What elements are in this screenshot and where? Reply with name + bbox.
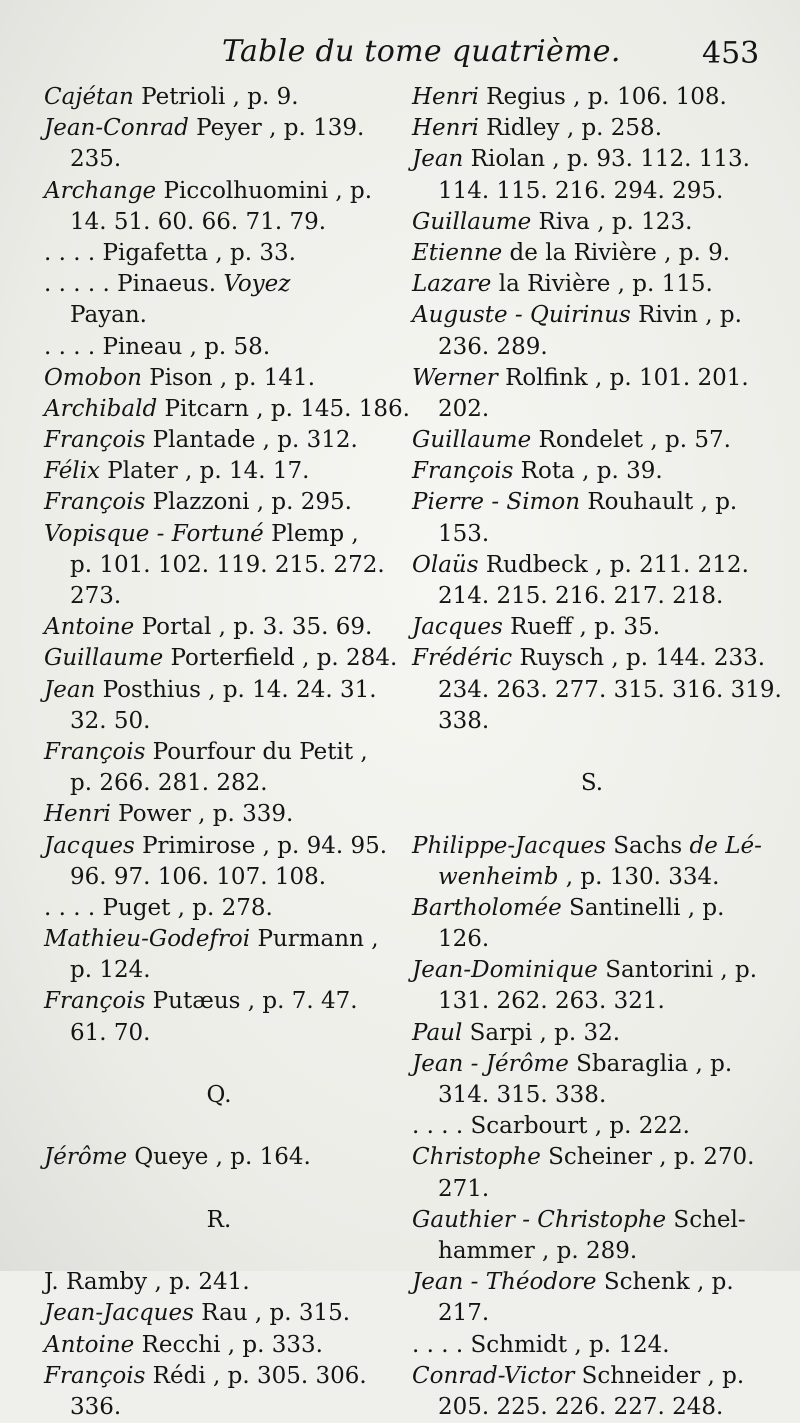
- entry-text: 271.: [438, 1175, 490, 1202]
- index-entry: [44, 269, 394, 300]
- given-name: Henri: [44, 801, 111, 828]
- page-header: [0, 30, 800, 80]
- entry-text: Queye , p. 164.: [127, 1144, 311, 1171]
- entry-text: Pitcarn , p. 145. 186.: [157, 395, 410, 422]
- entry-text: 153.: [438, 520, 490, 547]
- entry-text: Plater , p. 14. 17.: [100, 458, 310, 485]
- entry-text: Plazzoni , p. 295.: [145, 489, 352, 516]
- entry-text: Rota , p. 39.: [513, 458, 663, 485]
- index-entry: [412, 113, 772, 144]
- given-name: Cajétan: [44, 84, 134, 110]
- entry-text: Santorini , p.: [597, 957, 758, 984]
- index-entry-continuation: [412, 519, 772, 550]
- entry-text: Rouhault , p.: [580, 489, 738, 516]
- given-name: Henri: [412, 84, 479, 110]
- index-entry: [412, 207, 772, 238]
- index-entry: [44, 893, 394, 924]
- entry-text: Pourfour du Petit ,: [145, 738, 368, 765]
- given-name: Jean: [412, 146, 464, 173]
- entry-text: p. 101. 102. 119. 215. 272.: [70, 551, 385, 578]
- blank-line: [44, 1174, 394, 1205]
- entry-text: Pison , p. 141.: [141, 364, 316, 391]
- entry-text: Portal , p. 3. 35. 69.: [134, 614, 373, 641]
- index-entry: [44, 1330, 394, 1361]
- entry-text: Posthius , p. 14. 24. 31.: [95, 676, 377, 703]
- entry-text: 234. 263. 277. 315. 316. 319.: [438, 676, 782, 703]
- given-name: Christophe: [412, 1144, 541, 1171]
- index-entry: [412, 300, 772, 331]
- entry-text: Power , p. 339.: [110, 801, 294, 828]
- index-column-right: [412, 82, 782, 1423]
- given-name: Antoine: [44, 614, 135, 641]
- entry-text: Sachs: [605, 832, 690, 859]
- entry-text: J. Ramby , p. 241.: [44, 1269, 250, 1296]
- entry-text: Purmann ,: [250, 926, 379, 953]
- italic-text: Voyez: [223, 271, 291, 298]
- entry-text: Peyer , p. 139.: [188, 115, 365, 142]
- section-letter-heading: Q.: [206, 1082, 232, 1108]
- given-name: Paul: [412, 1019, 463, 1046]
- entry-text: Schel-: [666, 1206, 746, 1233]
- entry-text: 126.: [438, 926, 490, 953]
- entry-text: 205. 225. 226. 227. 248.: [438, 1393, 724, 1420]
- given-name: Guillaume: [412, 427, 532, 454]
- entry-text: Rudbeck , p. 211. 212.: [478, 551, 749, 578]
- given-name: Henri: [412, 115, 479, 142]
- entry-text: 336.: [70, 1393, 122, 1420]
- entry-text: 202.: [438, 395, 490, 422]
- given-name: François: [412, 458, 514, 485]
- entry-text: 96. 97. 106. 107. 108.: [70, 863, 327, 890]
- entry-text: 214. 215. 216. 217. 218.: [438, 583, 724, 609]
- index-entry: [412, 1111, 772, 1142]
- blank-line: [412, 799, 772, 830]
- given-name: Etienne: [412, 239, 503, 266]
- entry-text: 114. 115. 216. 294. 295.: [438, 177, 724, 204]
- index-entry: [412, 643, 772, 674]
- index-entry: [44, 394, 410, 425]
- entry-text: Sarpi , p. 32.: [462, 1019, 621, 1046]
- entry-text: 32. 50.: [70, 707, 151, 734]
- index-entry-continuation: [44, 207, 394, 238]
- given-name: Jean - Jérôme: [412, 1050, 569, 1077]
- index-entry-continuation: [412, 924, 772, 955]
- index-entry: [44, 924, 394, 955]
- given-name: Jean-Dominique: [412, 957, 598, 984]
- index-entry-continuation: [412, 1174, 772, 1205]
- index-entry: [412, 893, 772, 924]
- given-name: Conrad-Victor: [412, 1362, 575, 1389]
- index-entry-continuation: [412, 862, 772, 893]
- given-name: Philippe-Jacques: [412, 832, 606, 859]
- index-entry: [44, 675, 394, 706]
- given-name: François: [44, 489, 146, 516]
- given-name: Archange: [44, 177, 157, 204]
- given-name: Jean-Conrad: [44, 115, 189, 142]
- index-entry-continuation: [412, 986, 772, 1017]
- index-entry: [44, 1361, 394, 1392]
- given-name: Lazare: [412, 271, 492, 298]
- entry-text: Primirose , p. 94. 95.: [134, 832, 388, 859]
- index-entry: [412, 487, 772, 518]
- section-letter-heading: R.: [206, 1206, 232, 1233]
- entry-text: Schenk , p.: [596, 1269, 734, 1296]
- entry-text: 235.: [70, 146, 122, 173]
- entry-text: Riolan , p. 93. 112. 113.: [463, 146, 750, 173]
- given-name: Olaüs: [412, 551, 479, 578]
- index-entry: [412, 612, 772, 643]
- entry-text: Rueff , p. 35.: [502, 614, 661, 641]
- entry-text: Scheiner , p. 270.: [540, 1144, 755, 1171]
- index-entry: [44, 487, 394, 518]
- entry-text: Ruysch , p. 144. 233.: [512, 645, 766, 672]
- index-entry: [44, 456, 394, 487]
- given-name: Vopisque - Fortuné: [44, 520, 264, 547]
- entry-text: Petrioli , p. 9.: [133, 84, 299, 110]
- index-entry-continuation: [412, 1080, 772, 1111]
- index-entry: [44, 1142, 394, 1173]
- section-letter-heading: S.: [580, 770, 604, 797]
- index-entry-continuation: [412, 332, 772, 363]
- index-entry: [44, 113, 394, 144]
- entry-text: 14. 51. 60. 66. 71. 79.: [70, 208, 327, 235]
- index-entry: [44, 986, 394, 1017]
- index-entry-continuation: [412, 1298, 772, 1329]
- given-name: Bartholomée: [412, 894, 562, 921]
- entry-text: 314. 315. 338.: [438, 1082, 607, 1108]
- given-name: Guillaume: [412, 208, 532, 235]
- entry-text: Rolfink , p. 101. 201.: [497, 364, 749, 391]
- index-entry: [44, 643, 398, 674]
- index-column-left: [44, 82, 410, 1423]
- given-name: Jérôme: [44, 1144, 128, 1171]
- blank-line: [412, 737, 772, 768]
- given-name: Archibald: [44, 395, 158, 422]
- index-entry-continuation: [44, 1392, 394, 1423]
- entry-text: . . . . Scarbourt , p. 222.: [412, 1113, 690, 1140]
- given-name: Jean: [44, 676, 96, 703]
- index-entry-continuation: [44, 1018, 394, 1049]
- entry-text: Schneider , p.: [574, 1362, 745, 1389]
- index-entry-continuation: [44, 768, 394, 799]
- italic-text: de Lé-: [689, 832, 762, 859]
- given-name: Jacques: [412, 614, 503, 641]
- entry-text: , p. 130. 334.: [558, 863, 720, 890]
- entry-text: la Rivière , p. 115.: [491, 271, 713, 298]
- given-name: Félix: [44, 458, 100, 485]
- entry-text: Porterfield , p. 284.: [163, 645, 398, 672]
- given-name: Jacques: [44, 832, 135, 859]
- index-entry: [412, 1330, 772, 1361]
- blank-line: [44, 1236, 394, 1267]
- entry-text: Putæus , p. 7. 47.: [145, 988, 358, 1015]
- index-entry-continuation: [44, 300, 394, 331]
- index-entry-continuation: [44, 581, 394, 612]
- entry-text: 273.: [70, 583, 122, 609]
- index-entry: [412, 955, 772, 986]
- index-entry: [44, 519, 394, 550]
- index-entry: [412, 1018, 772, 1049]
- index-entry-continuation: [412, 675, 782, 706]
- given-name: Guillaume: [44, 645, 164, 672]
- entry-text: Rau , p. 315.: [193, 1300, 351, 1327]
- index-entry: [412, 82, 772, 113]
- index-entry-continuation: [412, 394, 772, 425]
- index-entry-continuation: [44, 550, 394, 581]
- entry-text: de la Rivière , p. 9.: [502, 239, 731, 266]
- entry-text: Payan.: [70, 302, 147, 329]
- running-title: Table du tome quatrième.: [222, 34, 621, 69]
- given-name: Pierre - Simon: [412, 489, 581, 516]
- index-entry: [412, 1205, 772, 1236]
- entry-text: Ridley , p. 258.: [478, 115, 663, 142]
- index-entry-continuation: [44, 706, 394, 737]
- index-entry: [44, 612, 394, 643]
- entry-text: 61. 70.: [70, 1019, 151, 1046]
- index-entry: [44, 82, 394, 113]
- entry-text: Rivin , p.: [630, 302, 742, 329]
- index-entry: [44, 1298, 394, 1329]
- index-entry-continuation: [44, 862, 394, 893]
- given-name: Mathieu-Godefroi: [44, 926, 251, 953]
- entry-text: p. 124.: [70, 957, 151, 984]
- entry-text: Rondelet , p. 57.: [531, 427, 731, 454]
- entry-text: Plantade , p. 312.: [145, 427, 358, 454]
- given-name: François: [44, 427, 146, 454]
- given-name: François: [44, 1362, 146, 1389]
- index-entry: [412, 238, 772, 269]
- given-name: Omobon: [44, 364, 142, 391]
- entry-text: 338.: [438, 707, 490, 734]
- entry-text: Piccolhuomini , p.: [156, 177, 373, 204]
- index-entry-continuation: [412, 1392, 772, 1423]
- given-name: Werner: [412, 364, 498, 391]
- index-entry: [412, 550, 772, 581]
- entry-text: . . . . Pineau , p. 58.: [44, 333, 271, 360]
- blank-line: [44, 1049, 394, 1080]
- index-entry: [412, 269, 772, 300]
- entry-text: Rédi , p. 305. 306.: [145, 1362, 367, 1389]
- index-entry: [44, 363, 394, 394]
- index-entry-continuation: [44, 144, 394, 175]
- entry-text: Recchi , p. 333.: [134, 1331, 323, 1358]
- entry-text: 131. 262. 263. 321.: [438, 988, 665, 1015]
- blank-line: [44, 1111, 394, 1142]
- index-entry: [44, 238, 394, 269]
- index-entry: [412, 363, 772, 394]
- entry-text: hammer , p. 289.: [438, 1237, 638, 1264]
- index-entry: [412, 1267, 772, 1298]
- entry-text: . . . . . Pinaeus.: [44, 271, 224, 298]
- index-entry: [44, 799, 394, 830]
- entry-text: 236. 289.: [438, 333, 548, 360]
- index-entry: [44, 332, 394, 363]
- index-entry-continuation: [412, 581, 772, 612]
- entry-text: . . . . Schmidt , p. 124.: [412, 1331, 670, 1358]
- index-entry: [412, 1049, 772, 1080]
- entry-text: . . . . Puget , p. 278.: [44, 894, 273, 921]
- entry-text: . . . . Pigafetta , p. 33.: [44, 239, 296, 266]
- entry-text: Plemp ,: [263, 520, 359, 547]
- entry-text: Santinelli , p.: [561, 894, 725, 921]
- entry-text: Sbaraglia , p.: [568, 1050, 733, 1077]
- index-entry: [44, 425, 394, 456]
- entry-text: Regius , p. 106. 108.: [478, 84, 727, 110]
- index-entry: [412, 144, 772, 175]
- index-entry: [412, 425, 772, 456]
- given-name: Jean-Jacques: [44, 1300, 194, 1327]
- entry-text: Riva , p. 123.: [531, 208, 693, 235]
- entry-text: p. 266. 281. 282.: [70, 770, 268, 797]
- page-number: 453: [702, 36, 760, 71]
- given-name: Auguste - Quirinus: [412, 302, 631, 329]
- index-entry: [44, 1267, 394, 1298]
- given-name: François: [44, 738, 146, 765]
- index-entry-continuation: [412, 706, 772, 737]
- given-name: wenheimb: [438, 863, 559, 890]
- given-name: Gauthier - Christophe: [412, 1206, 667, 1233]
- given-name: Frédéric: [412, 645, 513, 672]
- given-name: Jean - Théodore: [412, 1269, 597, 1296]
- index-entry: [412, 831, 772, 862]
- index-entry-continuation: [412, 1236, 772, 1267]
- index-entry: [44, 176, 394, 207]
- index-entry: [412, 1361, 772, 1392]
- index-entry: [412, 456, 772, 487]
- given-name: François: [44, 988, 146, 1015]
- index-entry: [44, 737, 394, 768]
- index-entry: [412, 1142, 772, 1173]
- index-entry-continuation: [412, 176, 772, 207]
- entry-text: 217.: [438, 1300, 490, 1327]
- index-entry: [44, 831, 394, 862]
- given-name: Antoine: [44, 1331, 135, 1358]
- index-entry-continuation: [44, 955, 394, 986]
